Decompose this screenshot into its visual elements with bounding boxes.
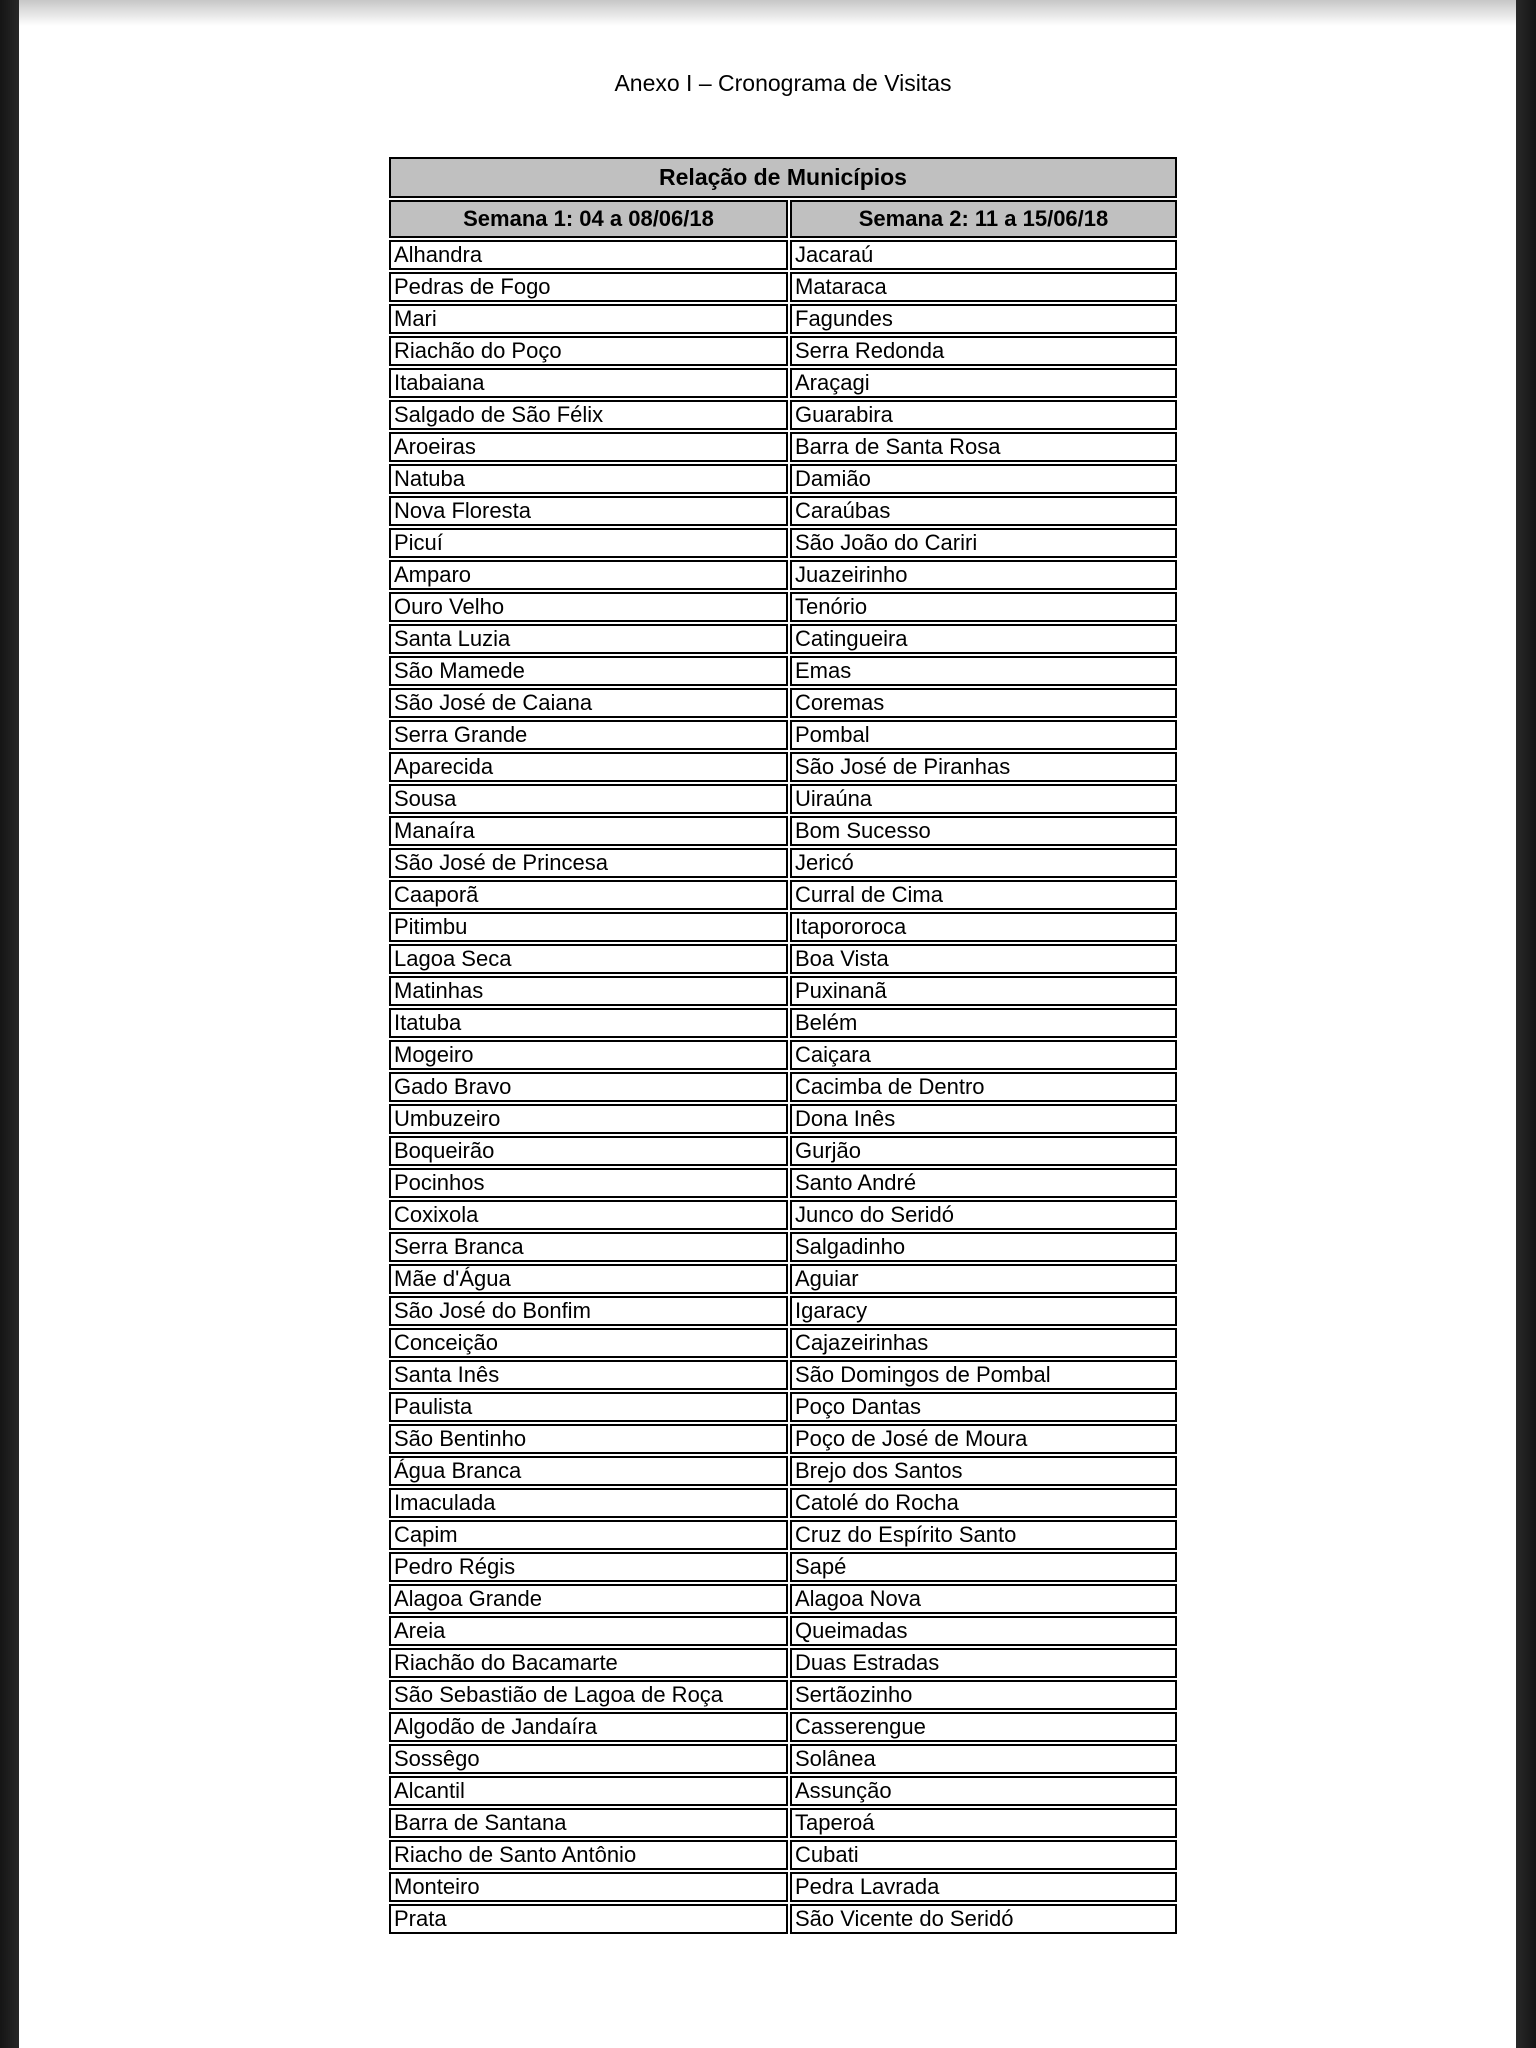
municipality-cell: Cruz do Espírito Santo (790, 1520, 1177, 1550)
table-row (389, 976, 1177, 1006)
municipality-cell: Junco do Seridó (790, 1200, 1177, 1230)
column-header-row (389, 200, 1177, 238)
municipality-cell: Casserengue (790, 1712, 1177, 1742)
table-row (389, 1872, 1177, 1902)
municipality-cell: Alagoa Grande (389, 1584, 788, 1614)
table-row (389, 1264, 1177, 1294)
municipality-cell: Mataraca (790, 272, 1177, 302)
table-row (389, 1392, 1177, 1422)
table-row (389, 304, 1177, 334)
municipality-cell: Aparecida (389, 752, 788, 782)
municipality-cell: Sertãozinho (790, 1680, 1177, 1710)
table-row (389, 1648, 1177, 1678)
municipality-cell: Emas (790, 656, 1177, 686)
municipality-cell: São Vicente do Seridó (790, 1904, 1177, 1934)
table-row (389, 912, 1177, 942)
table-row (389, 688, 1177, 718)
municipality-cell: Mari (389, 304, 788, 334)
table-row (389, 1328, 1177, 1358)
table-row (389, 1136, 1177, 1166)
municipality-cell: Cajazeirinhas (790, 1328, 1177, 1358)
municipality-cell: Pedro Régis (389, 1552, 788, 1582)
municipality-cell: Duas Estradas (790, 1648, 1177, 1678)
municipality-cell: Bom Sucesso (790, 816, 1177, 846)
table-row (389, 528, 1177, 558)
municipality-cell: Alagoa Nova (790, 1584, 1177, 1614)
municipality-cell: Jericó (790, 848, 1177, 878)
table-row (389, 368, 1177, 398)
table-row (389, 1360, 1177, 1390)
table-row (389, 720, 1177, 750)
municipality-cell: Damião (790, 464, 1177, 494)
table-row (389, 1104, 1177, 1134)
municipality-cell: Coxixola (389, 1200, 788, 1230)
municipality-cell: Santa Inês (389, 1360, 788, 1390)
municipality-cell: Mãe d'Água (389, 1264, 788, 1294)
municipality-cell: Belém (790, 1008, 1177, 1038)
municipality-cell: São Sebastião de Lagoa de Roça (389, 1680, 788, 1710)
municipality-cell: Nova Floresta (389, 496, 788, 526)
municipality-cell: Coremas (790, 688, 1177, 718)
table-row (389, 272, 1177, 302)
document-page (19, 0, 1516, 2048)
municipality-cell: Barra de Santana (389, 1808, 788, 1838)
municipality-cell: Alcantil (389, 1776, 788, 1806)
viewer-left-edge (0, 0, 19, 2048)
table-row (389, 848, 1177, 878)
municipality-cell: Solânea (790, 1744, 1177, 1774)
municipality-cell: Sapé (790, 1552, 1177, 1582)
municipality-cell: Cacimba de Dentro (790, 1072, 1177, 1102)
municipality-cell: São José de Caiana (389, 688, 788, 718)
municipality-cell: São Domingos de Pombal (790, 1360, 1177, 1390)
municipality-cell: Dona Inês (790, 1104, 1177, 1134)
table-row (389, 1296, 1177, 1326)
municipality-cell: Boa Vista (790, 944, 1177, 974)
municipality-cell: Catolé do Rocha (790, 1488, 1177, 1518)
table-row (389, 1904, 1177, 1934)
table-row (389, 880, 1177, 910)
table-row (389, 1616, 1177, 1646)
municipality-cell: Mogeiro (389, 1040, 788, 1070)
municipality-cell: São José de Princesa (389, 848, 788, 878)
table-header (389, 157, 1177, 238)
municipality-cell: Uiraúna (790, 784, 1177, 814)
municipality-cell: Areia (389, 1616, 788, 1646)
table-row (389, 1072, 1177, 1102)
municipality-cell: Riachão do Poço (389, 336, 788, 366)
municipality-cell: São José do Bonfim (389, 1296, 788, 1326)
column-header-week1: Semana 1: 04 a 08/06/18 (389, 200, 788, 238)
municipality-cell: Alhandra (389, 240, 788, 270)
table-row (389, 1488, 1177, 1518)
table-title: Relação de Municípios (389, 157, 1177, 198)
municipality-cell: Aguiar (790, 1264, 1177, 1294)
table-row (389, 1232, 1177, 1262)
table-body (389, 240, 1177, 1934)
municipality-cell: Boqueirão (389, 1136, 788, 1166)
table-row (389, 432, 1177, 462)
table-row (389, 784, 1177, 814)
table-row (389, 336, 1177, 366)
municipality-cell: Assunção (790, 1776, 1177, 1806)
municipality-cell: Curral de Cima (790, 880, 1177, 910)
table-row (389, 656, 1177, 686)
municipality-cell: Araçagi (790, 368, 1177, 398)
municipality-cell: São José de Piranhas (790, 752, 1177, 782)
municipality-cell: Barra de Santa Rosa (790, 432, 1177, 462)
municipality-cell: Jacaraú (790, 240, 1177, 270)
municipality-cell: Sousa (389, 784, 788, 814)
municipality-cell: Serra Branca (389, 1232, 788, 1262)
municipality-cell: Monteiro (389, 1872, 788, 1902)
page-content (387, 0, 1179, 1936)
municipality-cell: Itapororoca (790, 912, 1177, 942)
municipality-cell: Juazeirinho (790, 560, 1177, 590)
municipalities-table (387, 155, 1179, 1936)
table-row (389, 1424, 1177, 1454)
table-row (389, 496, 1177, 526)
table-row (389, 1776, 1177, 1806)
table-row (389, 1840, 1177, 1870)
municipality-cell: Prata (389, 1904, 788, 1934)
table-row (389, 1680, 1177, 1710)
table-row (389, 1584, 1177, 1614)
municipality-cell: Fagundes (790, 304, 1177, 334)
municipality-cell: Sossêgo (389, 1744, 788, 1774)
municipality-cell: Lagoa Seca (389, 944, 788, 974)
municipality-cell: Umbuzeiro (389, 1104, 788, 1134)
municipality-cell: Catingueira (790, 624, 1177, 654)
municipality-cell: Ouro Velho (389, 592, 788, 622)
municipality-cell: Igaracy (790, 1296, 1177, 1326)
municipality-cell: Santa Luzia (389, 624, 788, 654)
municipality-cell: Tenório (790, 592, 1177, 622)
table-row (389, 624, 1177, 654)
table-row (389, 464, 1177, 494)
table-row (389, 1008, 1177, 1038)
municipality-cell: São Bentinho (389, 1424, 788, 1454)
municipality-cell: Poço Dantas (790, 1392, 1177, 1422)
municipality-cell: Guarabira (790, 400, 1177, 430)
municipality-cell: Aroeiras (389, 432, 788, 462)
municipality-cell: Puxinanã (790, 976, 1177, 1006)
municipality-cell: Amparo (389, 560, 788, 590)
municipality-cell: Gurjão (790, 1136, 1177, 1166)
municipality-cell: Caraúbas (790, 496, 1177, 526)
table-row (389, 240, 1177, 270)
municipality-cell: Paulista (389, 1392, 788, 1422)
table-row (389, 592, 1177, 622)
table-row (389, 1168, 1177, 1198)
municipality-cell: Serra Grande (389, 720, 788, 750)
municipality-cell: Queimadas (790, 1616, 1177, 1646)
municipality-cell: Conceição (389, 1328, 788, 1358)
municipality-cell: Picuí (389, 528, 788, 558)
table-row (389, 400, 1177, 430)
municipality-cell: Pocinhos (389, 1168, 788, 1198)
municipality-cell: Riachão do Bacamarte (389, 1648, 788, 1678)
municipality-cell: Brejo dos Santos (790, 1456, 1177, 1486)
table-row (389, 1712, 1177, 1742)
table-row (389, 1808, 1177, 1838)
table-row (389, 816, 1177, 846)
table-row (389, 560, 1177, 590)
municipality-cell: Pedras de Fogo (389, 272, 788, 302)
municipality-cell: Gado Bravo (389, 1072, 788, 1102)
column-header-week2: Semana 2: 11 a 15/06/18 (790, 200, 1177, 238)
municipality-cell: Itatuba (389, 1008, 788, 1038)
table-row (389, 1456, 1177, 1486)
municipality-cell: Santo André (790, 1168, 1177, 1198)
municipality-cell: Poço de José de Moura (790, 1424, 1177, 1454)
table-row (389, 1200, 1177, 1230)
viewer-right-edge (1516, 0, 1536, 2048)
table-row (389, 752, 1177, 782)
municipality-cell: Pedra Lavrada (790, 1872, 1177, 1902)
municipality-cell: Riacho de Santo Antônio (389, 1840, 788, 1870)
table-row (389, 1040, 1177, 1070)
municipality-cell: São João do Cariri (790, 528, 1177, 558)
municipality-cell: Itabaiana (389, 368, 788, 398)
municipality-cell: Algodão de Jandaíra (389, 1712, 788, 1742)
municipality-cell: Manaíra (389, 816, 788, 846)
municipality-cell: Salgadinho (790, 1232, 1177, 1262)
municipality-cell: Capim (389, 1520, 788, 1550)
municipality-cell: Salgado de São Félix (389, 400, 788, 430)
municipality-cell: Serra Redonda (790, 336, 1177, 366)
document-title: Anexo I – Cronograma de Visitas (614, 70, 952, 96)
table-row (389, 944, 1177, 974)
municipality-cell: Caiçara (790, 1040, 1177, 1070)
municipality-cell: Natuba (389, 464, 788, 494)
municipality-cell: Pitimbu (389, 912, 788, 942)
municipality-cell: Taperoá (790, 1808, 1177, 1838)
table-row (389, 1520, 1177, 1550)
table-row (389, 1744, 1177, 1774)
municipality-cell: Cubati (790, 1840, 1177, 1870)
municipality-cell: Caaporã (389, 880, 788, 910)
municipality-cell: Pombal (790, 720, 1177, 750)
municipality-cell: Matinhas (389, 976, 788, 1006)
municipality-cell: Imaculada (389, 1488, 788, 1518)
municipality-cell: São Mamede (389, 656, 788, 686)
table-title-row (389, 157, 1177, 198)
table-row (389, 1552, 1177, 1582)
municipality-cell: Água Branca (389, 1456, 788, 1486)
